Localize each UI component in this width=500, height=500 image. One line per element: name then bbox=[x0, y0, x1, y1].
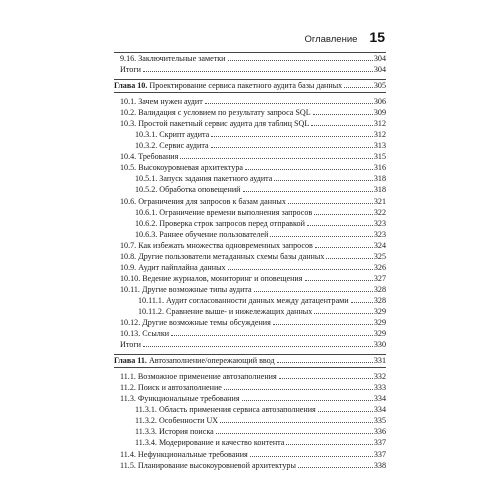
entry-page-number: 330 bbox=[373, 340, 386, 350]
toc-entry[interactable] bbox=[114, 460, 386, 471]
toc-entry[interactable] bbox=[114, 184, 386, 195]
entry-page-number: 318 bbox=[373, 185, 386, 195]
entry-title: 10.5. Высокоуровневая архитектура bbox=[120, 163, 243, 173]
dot-leader bbox=[279, 371, 373, 379]
dot-leader bbox=[224, 382, 373, 390]
entry-title: 10.3.1. Скрипт аудита bbox=[135, 130, 210, 140]
dot-leader bbox=[318, 404, 373, 412]
entry-page-number: 334 bbox=[373, 394, 386, 404]
entry-title: 10.8. Другие пользователи метаданных схемы базы данных bbox=[120, 251, 325, 261]
entry-page-number: 315 bbox=[373, 152, 386, 162]
toc-entry[interactable] bbox=[114, 96, 386, 107]
toc-entry[interactable] bbox=[114, 339, 386, 350]
toc-entry[interactable] bbox=[114, 64, 386, 75]
entry-title: 10.12. Другие возможные темы обсуждения bbox=[120, 318, 271, 328]
dot-leader bbox=[286, 437, 372, 445]
toc-entry[interactable] bbox=[114, 251, 386, 262]
entry-title: 10.3. Простой пакетный сервис аудита для таблиц SQL bbox=[120, 119, 310, 129]
entry-title: Итоги bbox=[120, 340, 141, 350]
entry-page-number: 316 bbox=[373, 163, 386, 173]
toc-entry[interactable] bbox=[114, 371, 386, 382]
toc-entry[interactable] bbox=[114, 229, 386, 240]
entry-page-number: 337 bbox=[373, 449, 386, 459]
entry-page-number: 318 bbox=[373, 174, 386, 184]
dot-leader bbox=[211, 140, 373, 148]
chapter-number: Глава 11. bbox=[114, 356, 147, 366]
chapter-title bbox=[114, 355, 276, 367]
entry-page-number: 327 bbox=[373, 273, 386, 283]
toc-entry[interactable] bbox=[114, 273, 386, 284]
dot-leader bbox=[273, 317, 373, 325]
dot-leader bbox=[298, 460, 373, 468]
entry-title: 10.2. Валидация с условием по результату запроса SQL bbox=[120, 108, 311, 118]
toc-entry[interactable] bbox=[114, 53, 386, 64]
page-number: 15 bbox=[369, 29, 385, 45]
entry-title: 10.13. Ссылки bbox=[120, 329, 170, 339]
dot-leader bbox=[171, 328, 373, 336]
toc-entry[interactable] bbox=[114, 437, 386, 448]
entry-page-number: 325 bbox=[373, 251, 386, 261]
dot-leader bbox=[242, 393, 373, 401]
entry-page-number: 336 bbox=[373, 427, 386, 437]
entry-title: 10.11.1. Аудит согласованности данных между датацентрами bbox=[138, 295, 349, 305]
entry-page-number: 312 bbox=[373, 119, 386, 129]
entry-page-number: 312 bbox=[373, 130, 386, 140]
toc-entry[interactable] bbox=[114, 162, 386, 173]
dot-leader bbox=[307, 218, 373, 226]
entry-title: 10.7. Как избежать множества одновременных запросов bbox=[120, 240, 313, 250]
dot-leader bbox=[250, 449, 373, 457]
entry-page-number: 329 bbox=[373, 306, 386, 316]
dot-leader bbox=[344, 80, 373, 88]
dot-leader bbox=[351, 295, 373, 303]
toc-entry[interactable] bbox=[114, 140, 386, 151]
entry-page-number: 305 bbox=[373, 81, 386, 91]
toc-entry[interactable] bbox=[114, 240, 386, 251]
entry-title: 11.5. Планирование высокоуровневой архитектуры bbox=[120, 460, 296, 470]
toc-chapter-entry[interactable] bbox=[114, 79, 386, 93]
toc-entry[interactable] bbox=[114, 151, 386, 162]
toc-entry[interactable] bbox=[114, 295, 386, 306]
dot-leader bbox=[180, 151, 373, 159]
toc-entry[interactable] bbox=[114, 426, 386, 437]
dot-leader bbox=[205, 96, 373, 104]
dot-leader bbox=[245, 162, 373, 170]
entry-page-number: 335 bbox=[373, 416, 386, 426]
dot-leader bbox=[211, 129, 373, 137]
entry-page-number: 331 bbox=[373, 356, 386, 366]
dot-leader bbox=[314, 306, 373, 314]
entry-title: 10.6. Ограничения для запросов к базам данных bbox=[120, 196, 286, 206]
entry-page-number: 321 bbox=[373, 196, 386, 206]
entry-page-number: 328 bbox=[373, 284, 386, 294]
entry-page-number: 334 bbox=[373, 405, 386, 415]
chapter-name: Автозаполнение/опережающий ввод bbox=[146, 356, 275, 366]
dot-leader bbox=[315, 240, 373, 248]
toc-entry[interactable] bbox=[114, 449, 386, 460]
entry-title: 11.2. Поиск и автозаполнение bbox=[120, 383, 222, 393]
entry-title: 11.1. Возможное применение автозаполнения bbox=[120, 372, 277, 382]
entry-page-number: 329 bbox=[373, 318, 386, 328]
toc-entry[interactable] bbox=[114, 284, 386, 295]
entry-page-number: 337 bbox=[373, 438, 386, 448]
entry-title: 11.3.1. Область применения сервиса автозаполнения bbox=[135, 405, 316, 415]
toc-entry[interactable] bbox=[114, 393, 386, 404]
entry-page-number: 324 bbox=[373, 240, 386, 250]
entry-title: 10.5.1. Запуск задания пакетного аудита bbox=[135, 174, 273, 184]
entry-page-number: 329 bbox=[373, 329, 386, 339]
entry-page-number: 338 bbox=[373, 460, 386, 470]
toc-entry[interactable] bbox=[114, 415, 386, 426]
running-header bbox=[304, 29, 385, 45]
dot-leader bbox=[228, 262, 373, 270]
entry-title: 10.11.2. Сравнение выше- и нижележащих данных bbox=[138, 306, 313, 316]
dot-leader bbox=[326, 251, 372, 259]
entry-title: 10.9. Аудит пайплайна данных bbox=[120, 262, 226, 272]
dot-leader bbox=[143, 64, 373, 72]
dot-leader bbox=[288, 196, 373, 204]
toc-entry[interactable] bbox=[114, 207, 386, 218]
entry-page-number: 304 bbox=[373, 54, 386, 63]
entry-page-number: 333 bbox=[373, 383, 386, 393]
toc-entry[interactable] bbox=[114, 306, 386, 317]
toc-entry[interactable] bbox=[114, 218, 386, 229]
dot-leader bbox=[314, 207, 373, 215]
entry-page-number: 304 bbox=[373, 65, 386, 75]
dot-leader bbox=[243, 184, 373, 192]
dot-leader bbox=[274, 173, 372, 181]
chapter-name: Проектирование сервиса пакетного аудита базы данных bbox=[147, 81, 343, 91]
toc-entry[interactable] bbox=[114, 317, 386, 328]
dot-leader bbox=[311, 118, 373, 126]
chapter-title bbox=[114, 80, 343, 92]
entry-page-number: 322 bbox=[373, 207, 386, 217]
dot-leader bbox=[220, 415, 373, 423]
dot-leader bbox=[305, 273, 373, 281]
dot-leader bbox=[313, 107, 373, 115]
dot-leader bbox=[228, 53, 373, 61]
toc-entry[interactable] bbox=[114, 118, 386, 129]
entry-title: 10.3.2. Сервис аудита bbox=[135, 141, 209, 151]
toc-entry[interactable] bbox=[114, 173, 386, 184]
header-title: Оглавление bbox=[304, 34, 358, 45]
dot-leader bbox=[277, 355, 373, 363]
toc-entry[interactable] bbox=[114, 404, 386, 415]
toc-entry[interactable] bbox=[114, 129, 386, 140]
entry-title: 11.3.4. Модерирование и качество контента bbox=[135, 438, 285, 448]
dot-leader bbox=[143, 339, 373, 347]
entry-title: 9.16. Заключительные заметки bbox=[120, 54, 226, 63]
entry-title: 10.6.2. Проверка строк запросов перед отправкой bbox=[135, 218, 305, 228]
entry-page-number: 313 bbox=[373, 141, 386, 151]
entry-page-number: 309 bbox=[373, 108, 386, 118]
toc-entry[interactable] bbox=[114, 107, 386, 118]
entry-title: 10.1. Зачем нужен аудит bbox=[120, 97, 203, 107]
entry-page-number: 332 bbox=[373, 372, 386, 382]
dot-leader bbox=[254, 284, 373, 292]
entry-title: 11.3. Функциональные требования bbox=[120, 394, 240, 404]
toc-entry[interactable] bbox=[114, 196, 386, 207]
toc-entry[interactable] bbox=[114, 382, 386, 393]
entry-title: 10.4. Требования bbox=[120, 152, 179, 162]
toc-entry[interactable] bbox=[114, 262, 386, 273]
toc-chapter-entry[interactable] bbox=[114, 354, 386, 368]
entry-page-number: 323 bbox=[373, 229, 386, 239]
entry-page-number: 306 bbox=[373, 97, 386, 107]
chapter-number: Глава 10. bbox=[114, 81, 148, 91]
dot-leader bbox=[216, 426, 373, 434]
entry-title: 11.3.2. Особенности UX bbox=[135, 416, 219, 426]
table-of-contents bbox=[114, 52, 386, 471]
entry-page-number: 323 bbox=[373, 218, 386, 228]
entry-page-number: 328 bbox=[373, 295, 386, 305]
dot-leader bbox=[270, 229, 372, 237]
entry-title: 10.5.2. Обработка оповещений bbox=[135, 185, 241, 195]
entry-title: Итоги bbox=[120, 65, 141, 75]
entry-title: 10.10. Ведение журналов, мониторинг и оповещения bbox=[120, 273, 303, 283]
entry-page-number: 326 bbox=[373, 262, 386, 272]
entry-title: 11.3.3. История поиска bbox=[135, 427, 214, 437]
toc-entry[interactable] bbox=[114, 328, 386, 339]
entry-title: 10.11. Другие возможные типы аудита bbox=[120, 284, 252, 294]
entry-title: 10.6.1. Ограничение времени выполнения запросов bbox=[135, 207, 313, 217]
entry-title: 10.6.3. Раннее обучение пользователей bbox=[135, 229, 269, 239]
entry-title: 11.4. Нефункциональные требования bbox=[120, 449, 248, 459]
